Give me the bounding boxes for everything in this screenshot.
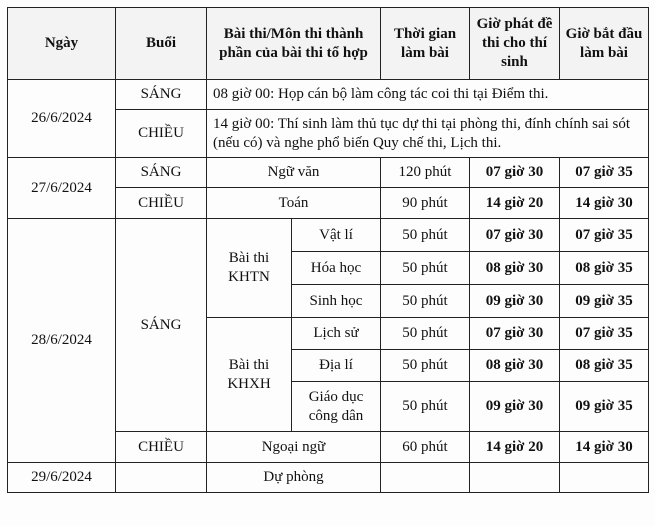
group-cell: Bài thi KHTN <box>207 219 292 318</box>
subject-cell: Ngoại ngữ <box>207 432 381 463</box>
exam-schedule-table <box>7 7 649 493</box>
group-cell: Bài thi KHXH <box>207 318 292 432</box>
distribute-time-cell: 09 giờ 30 <box>470 382 560 432</box>
subject-cell: Sinh học <box>292 285 381 318</box>
start-time-cell: 08 giờ 35 <box>560 252 649 285</box>
table-row <box>8 463 649 493</box>
session-cell <box>116 463 207 493</box>
header-duration: Thời gian làm bài <box>381 8 470 80</box>
date-cell: 28/6/2024 <box>8 219 116 463</box>
session-cell: CHIỀU <box>116 432 207 463</box>
duration-cell: 60 phút <box>381 432 470 463</box>
subject-cell: Lịch sử <box>292 318 381 350</box>
duration-cell: 50 phút <box>381 219 470 252</box>
distribute-time-cell: 14 giờ 20 <box>470 432 560 463</box>
distribute-time-cell: 07 giờ 30 <box>470 158 560 188</box>
header-date: Ngày <box>8 8 116 80</box>
subject-cell: Hóa học <box>292 252 381 285</box>
duration-cell <box>381 463 470 493</box>
header-subject: Bài thi/Môn thi thành phần của bài thi tổ hợp <box>207 8 381 80</box>
header-start-time: Giờ bắt đầu làm bài <box>560 8 649 80</box>
session-cell: CHIỀU <box>116 188 207 219</box>
table-row <box>8 158 649 188</box>
start-time-cell: 14 giờ 30 <box>560 188 649 219</box>
start-time-cell: 14 giờ 30 <box>560 432 649 463</box>
distribute-time-cell: 07 giờ 30 <box>470 318 560 350</box>
subject-cell: Giáo dục công dân <box>292 382 381 432</box>
subject-cell: Toán <box>207 188 381 219</box>
start-time-cell: 09 giờ 35 <box>560 382 649 432</box>
table-row <box>8 80 649 110</box>
subject-cell: Dự phòng <box>207 463 381 493</box>
note-cell: 08 giờ 00: Họp cán bộ làm công tác coi thi tại Điểm thi. <box>207 80 649 110</box>
duration-cell: 50 phút <box>381 252 470 285</box>
distribute-time-cell: 08 giờ 30 <box>470 350 560 382</box>
distribute-time-cell: 07 giờ 30 <box>470 219 560 252</box>
start-time-cell: 09 giờ 35 <box>560 285 649 318</box>
session-cell: CHIỀU <box>116 110 207 158</box>
subject-cell: Vật lí <box>292 219 381 252</box>
distribute-time-cell: 14 giờ 20 <box>470 188 560 219</box>
start-time-cell: 07 giờ 35 <box>560 318 649 350</box>
distribute-time-cell <box>470 463 560 493</box>
date-cell: 26/6/2024 <box>8 80 116 158</box>
header-distribute-time: Giờ phát đề thi cho thí sinh <box>470 8 560 80</box>
header-row <box>8 8 649 80</box>
duration-cell: 50 phút <box>381 285 470 318</box>
distribute-time-cell: 08 giờ 30 <box>470 252 560 285</box>
table-row <box>8 219 649 252</box>
duration-cell: 50 phút <box>381 382 470 432</box>
start-time-cell: 07 giờ 35 <box>560 219 649 252</box>
note-cell: 14 giờ 00: Thí sinh làm thủ tục dự thi tại phòng thi, đính chính sai sót (nếu có) và nghe phổ biến Quy chế thi, Lịch thi. <box>207 110 649 158</box>
subject-cell: Địa lí <box>292 350 381 382</box>
subject-cell: Ngữ văn <box>207 158 381 188</box>
date-cell: 27/6/2024 <box>8 158 116 219</box>
date-cell: 29/6/2024 <box>8 463 116 493</box>
duration-cell: 50 phút <box>381 318 470 350</box>
start-time-cell <box>560 463 649 493</box>
header-session: Buổi <box>116 8 207 80</box>
session-cell: SÁNG <box>116 219 207 432</box>
duration-cell: 120 phút <box>381 158 470 188</box>
duration-cell: 50 phút <box>381 350 470 382</box>
start-time-cell: 07 giờ 35 <box>560 158 649 188</box>
session-cell: SÁNG <box>116 80 207 110</box>
session-cell: SÁNG <box>116 158 207 188</box>
start-time-cell: 08 giờ 35 <box>560 350 649 382</box>
duration-cell: 90 phút <box>381 188 470 219</box>
distribute-time-cell: 09 giờ 30 <box>470 285 560 318</box>
